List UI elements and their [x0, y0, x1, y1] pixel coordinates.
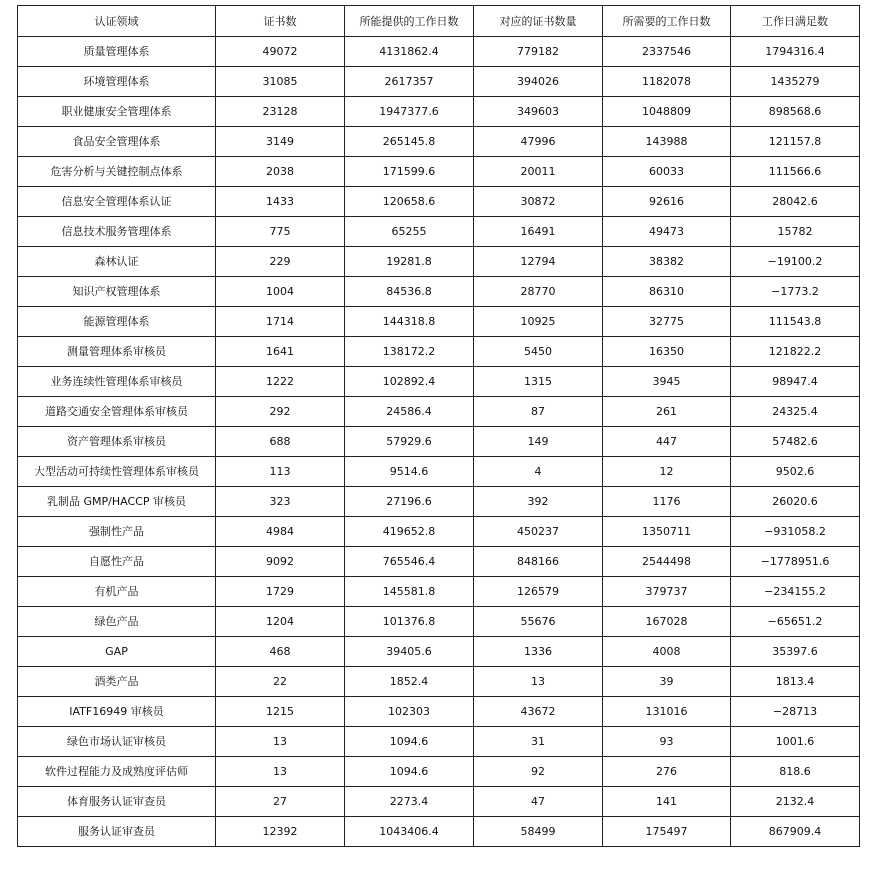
cell-required-workdays: 86310: [603, 277, 731, 307]
cell-workday-surplus: 1813.4: [731, 667, 860, 697]
table-row: [18, 787, 860, 817]
cell-corresponding-cert-count: 16491: [474, 217, 603, 247]
table-row: [18, 37, 860, 67]
cell-corresponding-cert-count: 349603: [474, 97, 603, 127]
table-row: [18, 247, 860, 277]
cell-corresponding-cert-count: 12794: [474, 247, 603, 277]
cell-corresponding-cert-count: 10925: [474, 307, 603, 337]
cell-field: 自愿性产品: [18, 547, 216, 577]
cell-workday-surplus: −19100.2: [731, 247, 860, 277]
cell-available-workdays: 1094.6: [345, 757, 474, 787]
cell-available-workdays: 120658.6: [345, 187, 474, 217]
cell-workday-surplus: −1773.2: [731, 277, 860, 307]
cell-field: 危害分析与关键控制点体系: [18, 157, 216, 187]
cell-workday-surplus: 1001.6: [731, 727, 860, 757]
cell-workday-surplus: 28042.6: [731, 187, 860, 217]
table-row: [18, 727, 860, 757]
header-required-workdays: 所需要的工作日数: [603, 6, 731, 37]
header-workday-surplus: 工作日满足数: [731, 6, 860, 37]
cell-required-workdays: 32775: [603, 307, 731, 337]
cell-corresponding-cert-count: 1315: [474, 367, 603, 397]
cell-required-workdays: 2337546: [603, 37, 731, 67]
cell-corresponding-cert-count: 47: [474, 787, 603, 817]
table-row: [18, 457, 860, 487]
cell-cert-count: 2038: [216, 157, 345, 187]
cell-workday-surplus: 35397.6: [731, 637, 860, 667]
cell-cert-count: 49072: [216, 37, 345, 67]
cell-workday-surplus: 24325.4: [731, 397, 860, 427]
cell-available-workdays: 27196.6: [345, 487, 474, 517]
table-body: [18, 37, 860, 847]
cell-cert-count: 3149: [216, 127, 345, 157]
cell-corresponding-cert-count: 13: [474, 667, 603, 697]
table-row: [18, 607, 860, 637]
cell-available-workdays: 102892.4: [345, 367, 474, 397]
cell-field: 软件过程能力及成熟度评估师: [18, 757, 216, 787]
cell-workday-surplus: −65651.2: [731, 607, 860, 637]
cell-field: 能源管理体系: [18, 307, 216, 337]
cell-field: 知识产权管理体系: [18, 277, 216, 307]
cell-corresponding-cert-count: 394026: [474, 67, 603, 97]
table-row: [18, 127, 860, 157]
cell-workday-surplus: 57482.6: [731, 427, 860, 457]
cell-field: 道路交通安全管理体系审核员: [18, 397, 216, 427]
table-row: [18, 667, 860, 697]
cell-required-workdays: 379737: [603, 577, 731, 607]
cell-workday-surplus: 1794316.4: [731, 37, 860, 67]
table-row: [18, 187, 860, 217]
cell-field: 体育服务认证审查员: [18, 787, 216, 817]
cell-workday-surplus: 1435279: [731, 67, 860, 97]
cell-workday-surplus: 98947.4: [731, 367, 860, 397]
cell-required-workdays: 1350711: [603, 517, 731, 547]
cell-workday-surplus: −28713: [731, 697, 860, 727]
cell-field: 信息安全管理体系认证: [18, 187, 216, 217]
cell-cert-count: 27: [216, 787, 345, 817]
cell-workday-surplus: 26020.6: [731, 487, 860, 517]
cell-cert-count: 1222: [216, 367, 345, 397]
cell-corresponding-cert-count: 55676: [474, 607, 603, 637]
cell-required-workdays: 38382: [603, 247, 731, 277]
cell-available-workdays: 65255: [345, 217, 474, 247]
cell-required-workdays: 2544498: [603, 547, 731, 577]
cell-corresponding-cert-count: 4: [474, 457, 603, 487]
cell-required-workdays: 16350: [603, 337, 731, 367]
cell-cert-count: 4984: [216, 517, 345, 547]
cell-available-workdays: 145581.8: [345, 577, 474, 607]
cell-field: GAP: [18, 637, 216, 667]
cell-required-workdays: 1048809: [603, 97, 731, 127]
header-cert-field: 认证领域: [18, 6, 216, 37]
cell-field: 绿色产品: [18, 607, 216, 637]
cell-available-workdays: 171599.6: [345, 157, 474, 187]
cell-corresponding-cert-count: 92: [474, 757, 603, 787]
cell-cert-count: 1641: [216, 337, 345, 367]
cell-available-workdays: 1947377.6: [345, 97, 474, 127]
cell-corresponding-cert-count: 149: [474, 427, 603, 457]
cell-corresponding-cert-count: 43672: [474, 697, 603, 727]
table-row: [18, 427, 860, 457]
cell-workday-surplus: 9502.6: [731, 457, 860, 487]
cell-available-workdays: 1852.4: [345, 667, 474, 697]
cell-workday-surplus: 121157.8: [731, 127, 860, 157]
cell-cert-count: 22: [216, 667, 345, 697]
cell-corresponding-cert-count: 28770: [474, 277, 603, 307]
cell-required-workdays: 167028: [603, 607, 731, 637]
cell-required-workdays: 1176: [603, 487, 731, 517]
cell-field: 质量管理体系: [18, 37, 216, 67]
table-row: [18, 757, 860, 787]
cell-corresponding-cert-count: 848166: [474, 547, 603, 577]
table-row: [18, 367, 860, 397]
table-row: [18, 67, 860, 97]
cell-corresponding-cert-count: 779182: [474, 37, 603, 67]
cell-available-workdays: 84536.8: [345, 277, 474, 307]
cell-field: 信息技术服务管理体系: [18, 217, 216, 247]
cell-workday-surplus: −1778951.6: [731, 547, 860, 577]
cell-available-workdays: 1094.6: [345, 727, 474, 757]
cell-cert-count: 1215: [216, 697, 345, 727]
cell-available-workdays: 19281.8: [345, 247, 474, 277]
cell-required-workdays: 261: [603, 397, 731, 427]
table-row: [18, 547, 860, 577]
table-header-row: [18, 6, 860, 37]
cell-field: 食品安全管理体系: [18, 127, 216, 157]
table-row: [18, 97, 860, 127]
cell-cert-count: 468: [216, 637, 345, 667]
cell-cert-count: 1204: [216, 607, 345, 637]
table-row: [18, 337, 860, 367]
cell-required-workdays: 1182078: [603, 67, 731, 97]
header-corresponding-cert-count: 对应的证书数量: [474, 6, 603, 37]
cell-available-workdays: 9514.6: [345, 457, 474, 487]
cell-corresponding-cert-count: 20011: [474, 157, 603, 187]
cell-available-workdays: 4131862.4: [345, 37, 474, 67]
certification-table: [17, 5, 860, 847]
cell-field: 大型活动可持续性管理体系审核员: [18, 457, 216, 487]
cell-required-workdays: 447: [603, 427, 731, 457]
table-row: [18, 307, 860, 337]
cell-workday-surplus: −931058.2: [731, 517, 860, 547]
cell-cert-count: 1729: [216, 577, 345, 607]
cell-available-workdays: 1043406.4: [345, 817, 474, 847]
cell-available-workdays: 24586.4: [345, 397, 474, 427]
cell-workday-surplus: 121822.2: [731, 337, 860, 367]
cell-field: IATF16949 审核员: [18, 697, 216, 727]
cell-available-workdays: 39405.6: [345, 637, 474, 667]
cell-field: 有机产品: [18, 577, 216, 607]
cell-workday-surplus: 111543.8: [731, 307, 860, 337]
cell-available-workdays: 57929.6: [345, 427, 474, 457]
table-row: [18, 577, 860, 607]
cell-workday-surplus: 898568.6: [731, 97, 860, 127]
cell-available-workdays: 144318.8: [345, 307, 474, 337]
cell-available-workdays: 2273.4: [345, 787, 474, 817]
cell-required-workdays: 39: [603, 667, 731, 697]
table-row: [18, 157, 860, 187]
table-row: [18, 277, 860, 307]
cell-required-workdays: 141: [603, 787, 731, 817]
cell-field: 环境管理体系: [18, 67, 216, 97]
header-available-workdays: 所能提供的工作日数: [345, 6, 474, 37]
cell-required-workdays: 60033: [603, 157, 731, 187]
cell-available-workdays: 101376.8: [345, 607, 474, 637]
cell-cert-count: 31085: [216, 67, 345, 97]
cell-workday-surplus: 818.6: [731, 757, 860, 787]
cell-required-workdays: 175497: [603, 817, 731, 847]
cell-corresponding-cert-count: 1336: [474, 637, 603, 667]
cell-cert-count: 13: [216, 757, 345, 787]
cell-field: 测量管理体系审核员: [18, 337, 216, 367]
cell-cert-count: 688: [216, 427, 345, 457]
cell-field: 服务认证审查员: [18, 817, 216, 847]
cell-cert-count: 13: [216, 727, 345, 757]
cell-required-workdays: 12: [603, 457, 731, 487]
cell-cert-count: 12392: [216, 817, 345, 847]
cell-cert-count: 1714: [216, 307, 345, 337]
cell-available-workdays: 765546.4: [345, 547, 474, 577]
cell-field: 资产管理体系审核员: [18, 427, 216, 457]
table-row: [18, 397, 860, 427]
cell-cert-count: 323: [216, 487, 345, 517]
cell-field: 职业健康安全管理体系: [18, 97, 216, 127]
table-row: [18, 487, 860, 517]
cell-required-workdays: 93: [603, 727, 731, 757]
cell-available-workdays: 102303: [345, 697, 474, 727]
cell-corresponding-cert-count: 31: [474, 727, 603, 757]
cell-cert-count: 292: [216, 397, 345, 427]
cell-cert-count: 23128: [216, 97, 345, 127]
cell-workday-surplus: 867909.4: [731, 817, 860, 847]
cell-required-workdays: 131016: [603, 697, 731, 727]
cell-available-workdays: 138172.2: [345, 337, 474, 367]
cell-field: 酒类产品: [18, 667, 216, 697]
table-row: [18, 817, 860, 847]
table-row: [18, 697, 860, 727]
cell-field: 绿色市场认证审核员: [18, 727, 216, 757]
cell-workday-surplus: 15782: [731, 217, 860, 247]
cell-corresponding-cert-count: 450237: [474, 517, 603, 547]
cell-required-workdays: 276: [603, 757, 731, 787]
cell-cert-count: 113: [216, 457, 345, 487]
cell-required-workdays: 3945: [603, 367, 731, 397]
cell-required-workdays: 4008: [603, 637, 731, 667]
cell-field: 森林认证: [18, 247, 216, 277]
cell-cert-count: 229: [216, 247, 345, 277]
cell-required-workdays: 143988: [603, 127, 731, 157]
cell-cert-count: 1004: [216, 277, 345, 307]
cell-corresponding-cert-count: 87: [474, 397, 603, 427]
cell-cert-count: 775: [216, 217, 345, 247]
cell-available-workdays: 419652.8: [345, 517, 474, 547]
cell-corresponding-cert-count: 58499: [474, 817, 603, 847]
cell-workday-surplus: 111566.6: [731, 157, 860, 187]
cell-corresponding-cert-count: 47996: [474, 127, 603, 157]
cell-workday-surplus: −234155.2: [731, 577, 860, 607]
cell-field: 乳制品 GMP/HACCP 审核员: [18, 487, 216, 517]
table-row: [18, 637, 860, 667]
cell-corresponding-cert-count: 392: [474, 487, 603, 517]
cell-available-workdays: 2617357: [345, 67, 474, 97]
cell-workday-surplus: 2132.4: [731, 787, 860, 817]
cell-cert-count: 9092: [216, 547, 345, 577]
cell-corresponding-cert-count: 126579: [474, 577, 603, 607]
table-row: [18, 217, 860, 247]
cell-cert-count: 1433: [216, 187, 345, 217]
header-cert-count: 证书数: [216, 6, 345, 37]
cell-field: 强制性产品: [18, 517, 216, 547]
cell-required-workdays: 49473: [603, 217, 731, 247]
table-row: [18, 517, 860, 547]
cell-corresponding-cert-count: 5450: [474, 337, 603, 367]
cell-corresponding-cert-count: 30872: [474, 187, 603, 217]
cell-field: 业务连续性管理体系审核员: [18, 367, 216, 397]
cell-required-workdays: 92616: [603, 187, 731, 217]
cell-available-workdays: 265145.8: [345, 127, 474, 157]
